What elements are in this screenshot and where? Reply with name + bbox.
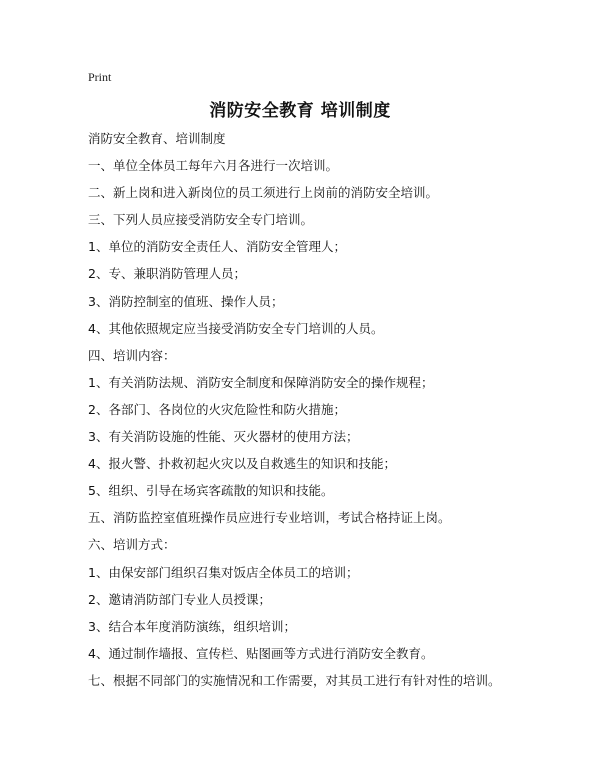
- document-line: 2、各部门、各岗位的火灾危险性和防火措施；: [88, 401, 346, 417]
- document-line: 一、单位全体员工每年六月各进行一次培训。: [88, 158, 339, 174]
- document-line: 二、新上岗和进入新岗位的员工须进行上岗前的消防安全培训。: [88, 185, 439, 201]
- print-link[interactable]: Print: [88, 70, 112, 84]
- document-line: 3、结合本年度消防演练，组织培训；: [88, 618, 296, 634]
- document-line: 2、专、兼职消防管理人员；: [88, 266, 246, 282]
- document-line: 2、邀请消防部门专业人员授课；: [88, 591, 271, 607]
- document-line: 4、其他依照规定应当接受消防安全专门培训的人员。: [88, 320, 384, 336]
- document-line: 四、培训内容：: [88, 347, 176, 363]
- document-line: 4、报火警、扑救初起火灾以及自救逃生的知识和技能；: [88, 456, 396, 472]
- document-line: 1、单位的消防安全责任人、消防安全管理人；: [88, 239, 346, 255]
- document-body: [88, 130, 568, 699]
- document-line: 三、下列人员应接受消防安全专门培训。: [88, 212, 314, 228]
- document-line: 五、消防监控室值班操作员应进行专业培训，考试合格持证上岗。: [88, 510, 451, 526]
- document-line: 3、有关消防设施的性能、灭火器材的使用方法；: [88, 429, 359, 445]
- document-line: 1、由保安部门组织召集对饭店全体员工的培训；: [88, 564, 359, 580]
- document-line: 5、组织、引导在场宾客疏散的知识和技能。: [88, 483, 334, 499]
- document-title: 消防安全教育 培训制度: [209, 101, 391, 121]
- document-line: 3、消防控制室的值班、操作人员；: [88, 293, 284, 309]
- document-line: 消防安全教育、培训制度: [88, 131, 226, 146]
- document-line: 七、根据不同部门的实施情况和工作需要，对其员工进行有针对性的培训。: [88, 672, 501, 688]
- document-line: 六、培训方式：: [88, 537, 176, 553]
- document-line: 1、有关消防法规、消防安全制度和保障消防安全的操作规程；: [88, 374, 434, 390]
- document-line: 4、通过制作墙报、宣传栏、贴图画等方式进行消防安全教育。: [88, 645, 434, 661]
